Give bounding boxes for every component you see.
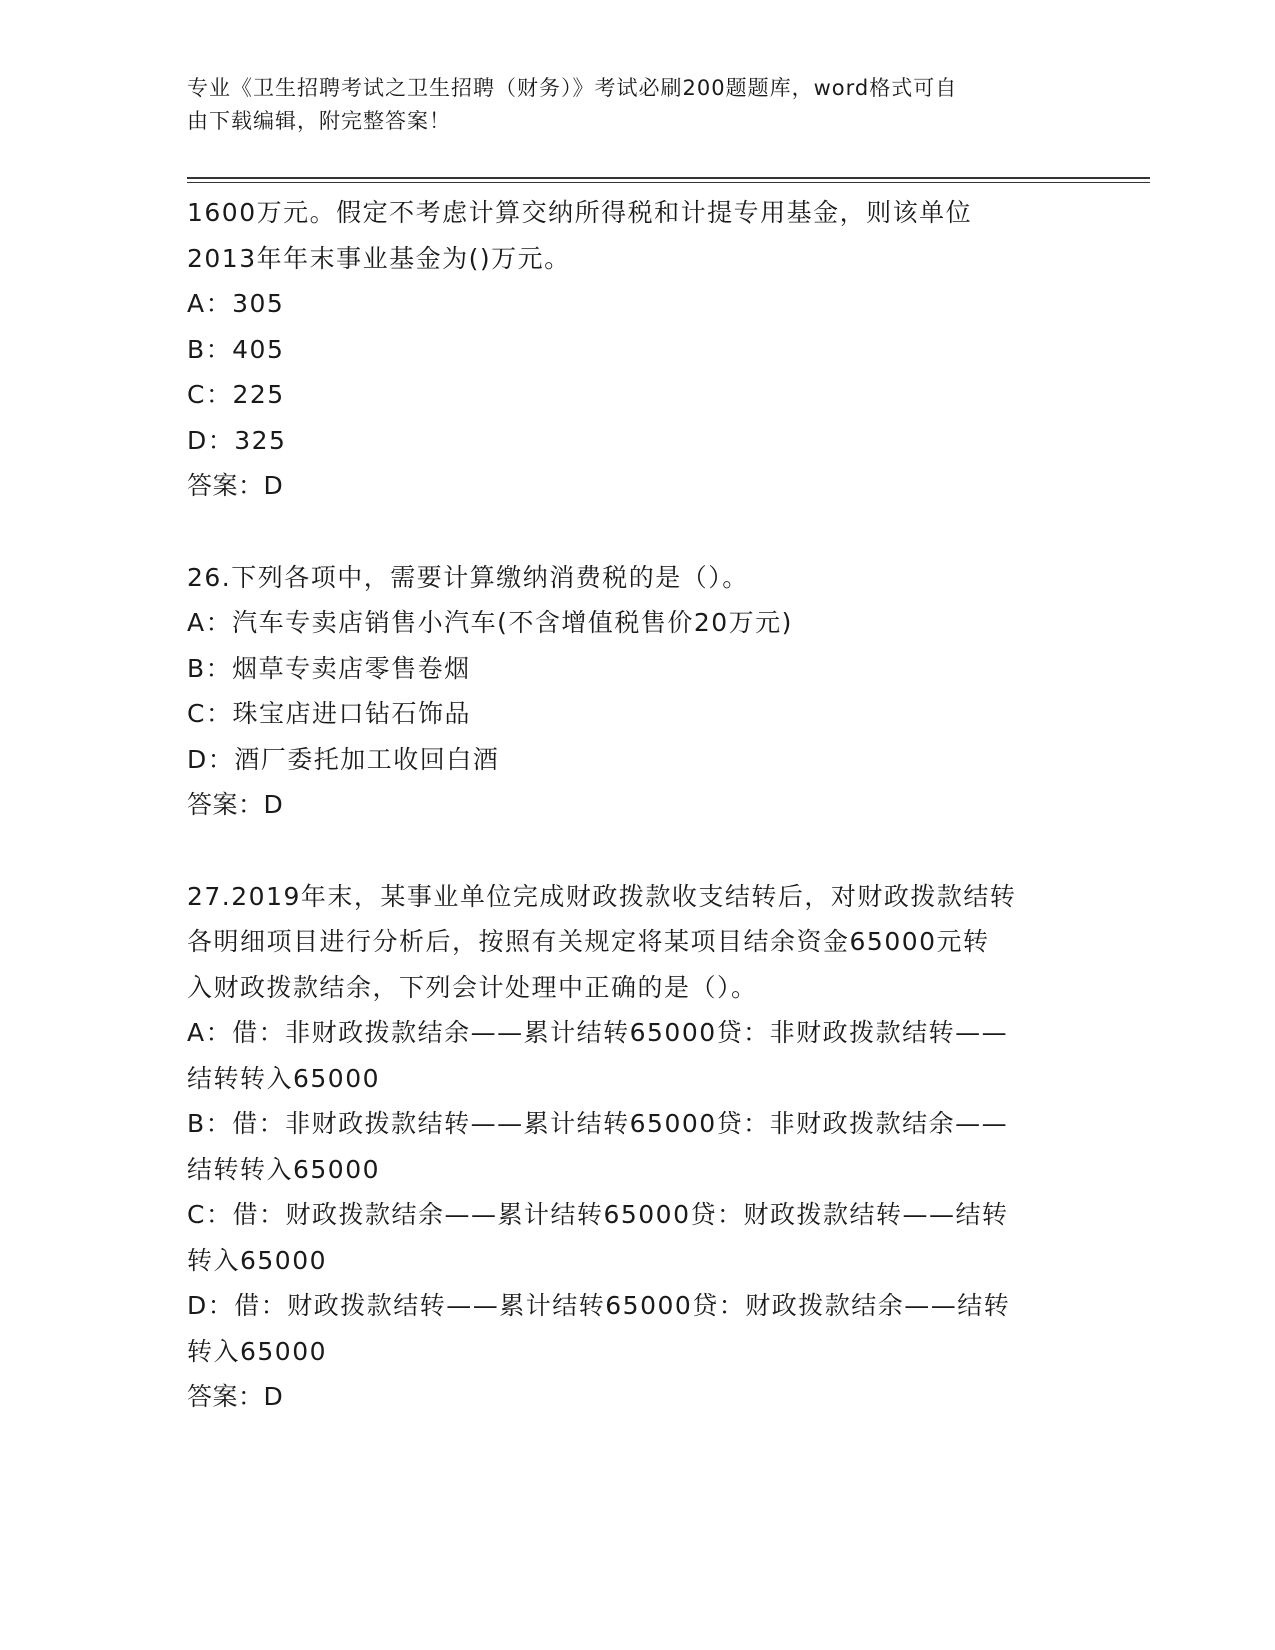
document-header xyxy=(187,72,1067,138)
option-d: D：借：财政拨款结转——累计结转65000贷：财政拨款结余——结转 xyxy=(187,1291,1011,1320)
answer-line: 答案：D xyxy=(187,790,284,819)
question-stem-line: 27.2019年末，某事业单位完成财政拨款收支结转后，对财政拨款结转 xyxy=(187,881,1017,911)
question-spacer xyxy=(187,828,1087,874)
option-c: C：225 xyxy=(187,380,285,409)
option-d: D：325 xyxy=(187,425,287,455)
option-a: A：305 xyxy=(187,289,285,318)
question-26 xyxy=(187,555,1087,828)
question-spacer xyxy=(187,509,1087,555)
question-stem-line: 1600万元。假定不考虑计算交纳所得税和计提专用基金，则该单位 xyxy=(187,198,973,227)
option-c: C：借：财政拨款结余——累计结转65000贷：财政拨款结转——结转 xyxy=(187,1200,1009,1229)
option-b-continued: 结转转入65000 xyxy=(187,1154,381,1184)
header-divider-thick xyxy=(187,177,1150,179)
question-stem-line: 26.下列各项中，需要计算缴纳消费税的是（）。 xyxy=(187,562,749,592)
option-a: A：借：非财政拨款结余——累计结转65000贷：非财政拨款结转—— xyxy=(187,1018,1009,1047)
option-a-continued: 结转转入65000 xyxy=(187,1063,381,1093)
option-c-continued: 转入65000 xyxy=(187,1245,328,1275)
option-b: B：借：非财政拨款结转——累计结转65000贷：非财政拨款结余—— xyxy=(187,1109,1009,1138)
option-d: D：酒厂委托加工收回白酒 xyxy=(187,744,500,774)
question-stem-line: 各明细项目进行分析后，按照有关规定将某项目结余资金65000元转 xyxy=(187,927,990,956)
option-d-continued: 转入65000 xyxy=(187,1336,328,1366)
option-b: B：405 xyxy=(187,334,285,364)
question-stem-line: 入财政拨款结余，下列会计处理中正确的是（）。 xyxy=(187,972,758,1002)
option-c: C：珠宝店进口钻石饰品 xyxy=(187,699,471,728)
answer-line: 答案：D xyxy=(187,471,284,500)
answer-line: 答案：D xyxy=(187,1382,284,1411)
header-divider-thin xyxy=(187,182,1150,183)
question-content xyxy=(187,190,1087,1420)
question-27 xyxy=(187,874,1087,1420)
option-a: A：汽车专卖店销售小汽车(不含增值税售价20万元) xyxy=(187,608,793,637)
header-line-1: 专业《卫生招聘考试之卫生招聘（财务）》考试必刷200题题库，word格式可自 xyxy=(187,76,958,100)
question-25 xyxy=(187,190,1087,509)
question-stem-line: 2013年年末事业基金为()万元。 xyxy=(187,243,571,273)
option-b: B：烟草专卖店零售卷烟 xyxy=(187,653,471,683)
header-line-2: 由下载编辑，附完整答案！ xyxy=(187,109,451,133)
